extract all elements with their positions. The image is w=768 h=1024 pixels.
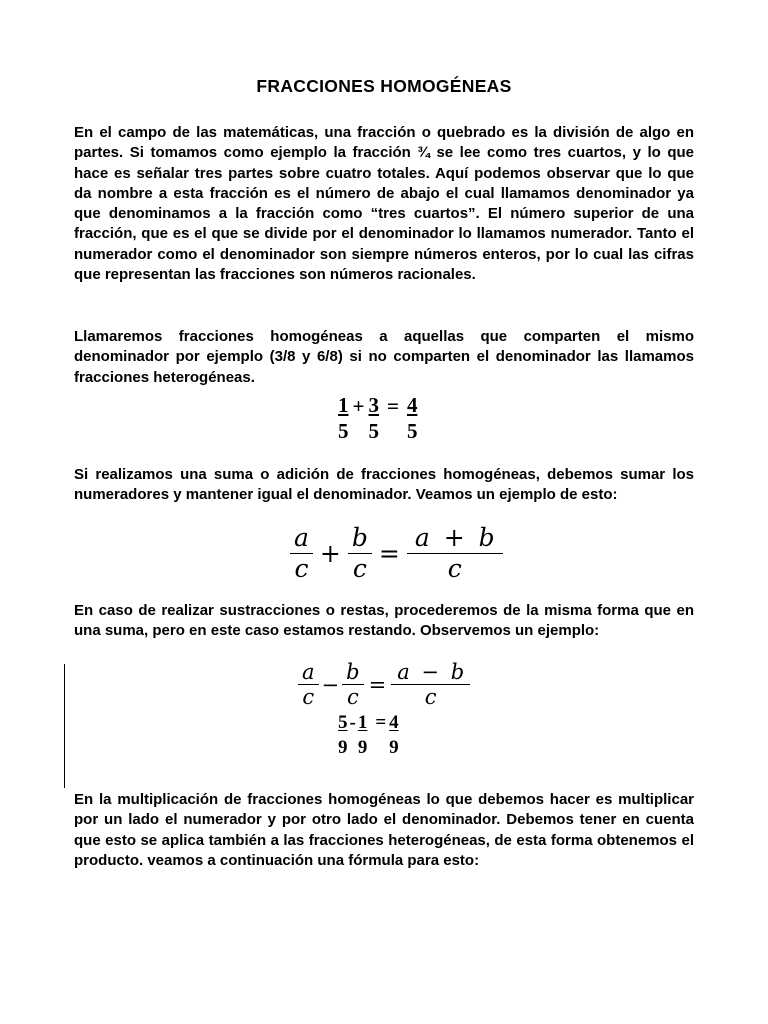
numerator-term-b: b	[450, 660, 465, 684]
minus-operator: −	[321, 673, 340, 698]
denominator: c	[294, 553, 309, 583]
fraction	[338, 392, 349, 444]
denominator: 9	[389, 737, 399, 758]
denominator: 9	[357, 737, 368, 758]
paragraph-multiplication: En la multiplicación de fracciones homogéneas lo que debemos hacer es multiplicar por un lado el numerador y por otro lado el denominador. Debemos tener en cuenta que esto se aplica también a las fracciones heterogéneas, de esta forma obtenemos el producto. veamos a continuación una fórmula para esto:	[74, 791, 694, 869]
fraction-result	[407, 524, 503, 584]
plus-operator: +	[319, 539, 341, 569]
equals-operator: =	[368, 673, 387, 698]
equals-operator: =	[378, 539, 400, 569]
numerator: 4	[406, 393, 418, 417]
minus-operator: -	[349, 712, 356, 733]
fraction	[358, 710, 368, 760]
denominator: c	[302, 685, 315, 710]
fraction	[348, 524, 372, 584]
formula-subtraction	[298, 660, 470, 710]
equals-operator: =	[386, 393, 399, 418]
numerator	[407, 524, 503, 554]
fraction-result	[391, 660, 470, 710]
paragraph-sum: Si realizamos una suma o adición de fracciones homogéneas, debemos sumar los numeradores y mantener igual el denominador. Veamos un ejemplo de esto:	[74, 466, 694, 504]
fraction	[407, 392, 418, 444]
paragraph-intro: En el campo de las matemáticas, una fracción o quebrado es la división de algo en partes. Si tomamos como ejemplo la fracción ¾ se lee como tres cuartos, y lo que hace es señalar tres partes sobre cuatro totales. Aquí podemos observar que lo que da nombre a esta fracción es el número de abajo el cual llamamos denominador ya que denominamos a la fracción como “tres cuartos”. El número superior de una fracción, que es el que se divide por el denominador lo llamamos numerador. Tanto el numerador como el denominador son siempre números enteros, por lo cual las cifras que representan las fracciones son números racionales.	[74, 124, 694, 284]
document-title: FRACCIONES HOMOGÉNEAS	[256, 76, 512, 96]
denominator: 5	[406, 419, 418, 443]
numerator-term-a: a	[414, 523, 430, 552]
fraction	[368, 392, 379, 444]
margin-line	[64, 664, 65, 788]
denominator: 5	[338, 419, 349, 443]
numerator: b	[342, 660, 363, 685]
fraction	[298, 660, 319, 710]
numerator: a	[290, 524, 313, 554]
numerator: 4	[389, 712, 399, 733]
denominator: c	[424, 685, 437, 710]
example-sum-fractions	[338, 392, 417, 444]
numerator: b	[348, 524, 372, 554]
paragraph-subtraction: En caso de realizar sustracciones o restas, procederemos de la misma forma que en una suma, pero en este caso estamos restando. Observemos un ejemplo:	[74, 602, 694, 640]
numerator-term-b: b	[478, 523, 495, 552]
denominator: 5	[368, 419, 379, 443]
numerator: 1	[357, 712, 368, 733]
equals-operator: =	[375, 712, 387, 733]
numerator: a	[298, 660, 319, 685]
denominator: 9	[338, 737, 348, 758]
fraction	[338, 710, 348, 760]
example-subtraction-fractions	[338, 710, 399, 760]
denominator: c	[352, 553, 367, 583]
denominator: c	[447, 553, 462, 583]
paragraph-definition: Llamaremos fracciones homogéneas a aquellas que comparten el mismo denominador por ejemplo (3/8 y 6/8) si no comparten el denominador las llamamos fracciones heterogéneas.	[74, 328, 694, 386]
plus-operator: +	[443, 523, 465, 552]
minus-operator: −	[421, 660, 440, 684]
fraction	[342, 660, 363, 710]
numerator-term-a: a	[397, 660, 410, 684]
denominator: c	[346, 685, 359, 710]
fraction	[389, 710, 399, 760]
formula-sum	[290, 524, 503, 584]
plus-operator: +	[352, 393, 365, 418]
numerator: 3	[368, 393, 379, 417]
numerator: 1	[338, 393, 349, 417]
fraction	[290, 524, 313, 584]
numerator: 5	[338, 712, 348, 733]
numerator	[391, 660, 470, 685]
